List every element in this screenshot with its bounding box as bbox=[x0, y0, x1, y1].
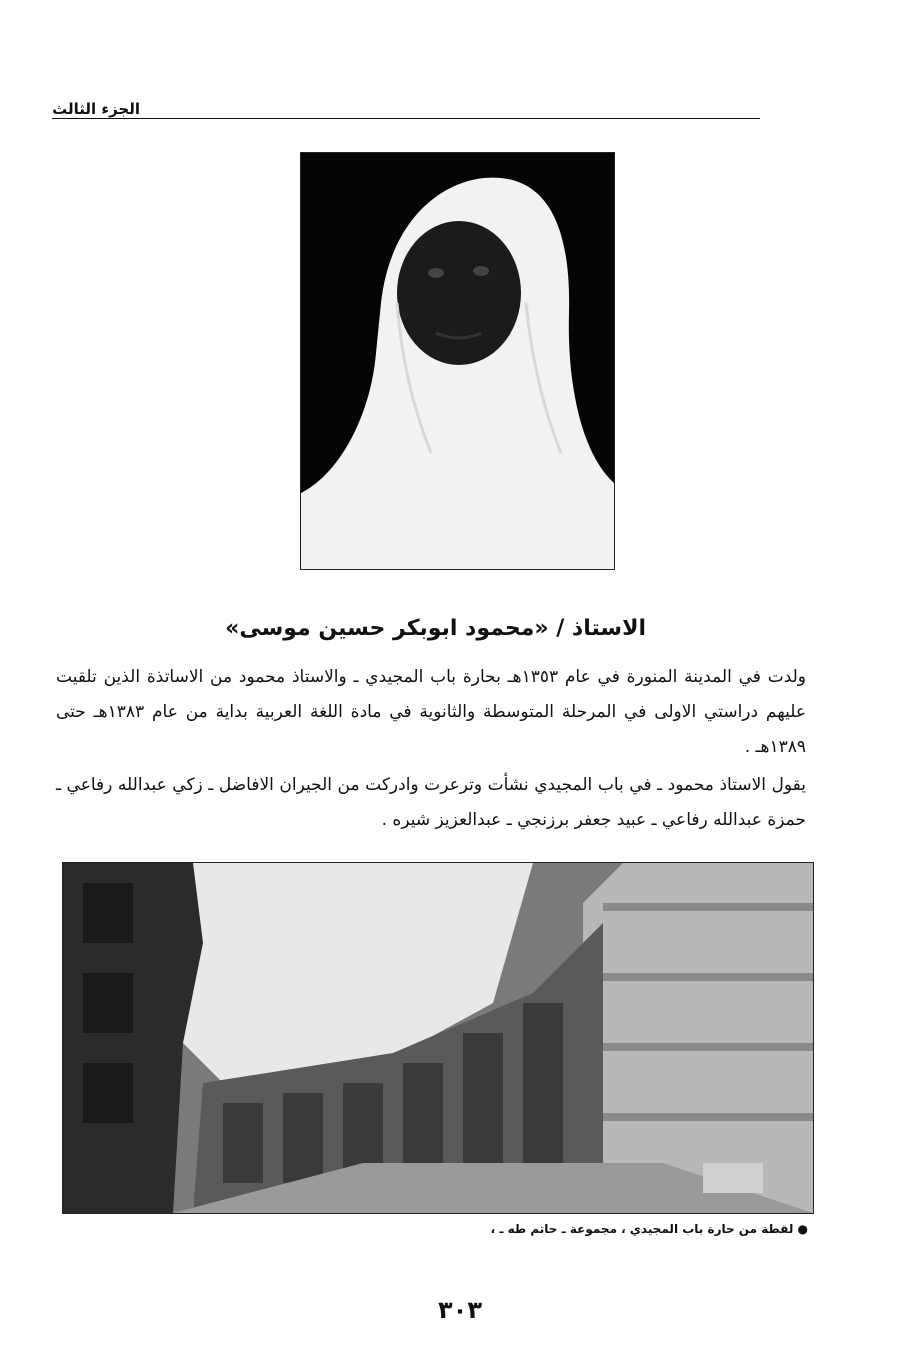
caption-text: لقطة من حارة باب المجيدي ، مجموعة ـ حاتم طه ـ ، bbox=[490, 1222, 794, 1236]
page-number: ٣٠٣ bbox=[438, 1296, 482, 1324]
article-title: الاستاذ / «محمود ابوبكر حسين موسى» bbox=[225, 616, 646, 641]
header-rule bbox=[52, 118, 760, 119]
street-illustration bbox=[63, 863, 813, 1213]
portrait-photo bbox=[300, 152, 615, 570]
paragraph-1: ولدت في المدينة المنورة في عام ١٣٥٣هـ بحارة باب المجيدي ـ والاستاذ محمود من الاساتذة الذين تلقيت عليهم دراستي الاولى في المرحلة المتوسطة والثانوية في مادة اللغة العربية بداية من عام ١٣٨٣هـ حتى ١٣٨٩هـ . bbox=[56, 667, 807, 757]
portrait-illustration bbox=[301, 153, 614, 569]
page-header bbox=[52, 96, 852, 126]
paragraph-2: يقول الاستاذ محمود ـ في باب المجيدي نشأت وترعرت وادركت من الجيران الافاضل ـ زكي عبدالله رفاعي ـ حمزة عبدالله رفاعي ـ عبيد جعفر برزنجي ـ عبدالعزيز شيره . bbox=[56, 775, 806, 830]
street-photo bbox=[62, 862, 814, 1214]
caption-bullet: ● bbox=[797, 1222, 808, 1236]
photo-caption bbox=[462, 1222, 808, 1236]
part-label: الجزء الثالث bbox=[52, 100, 140, 118]
